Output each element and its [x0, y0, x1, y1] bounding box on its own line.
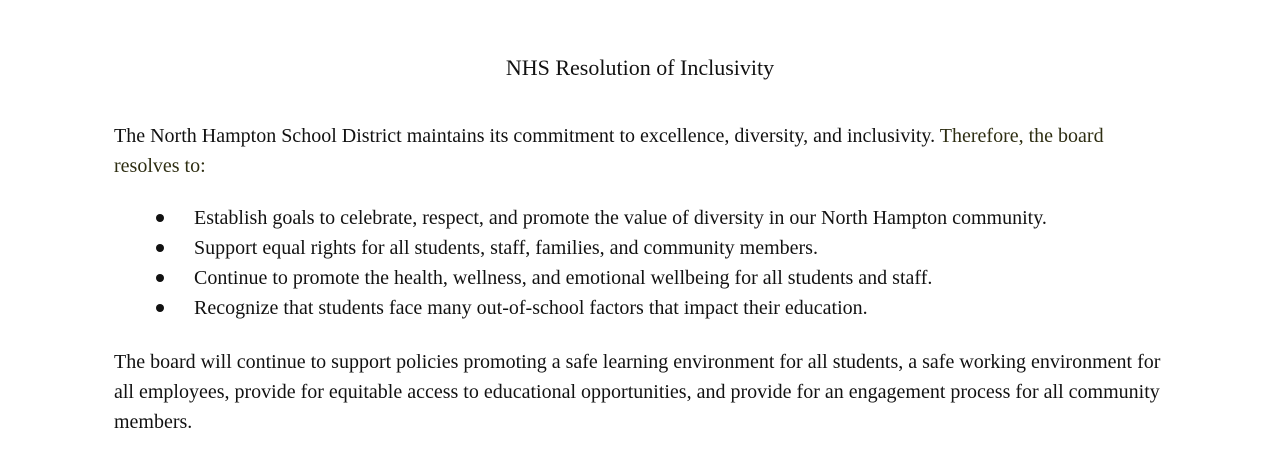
bullet-icon [156, 244, 164, 252]
resolution-text: Support equal rights for all students, staff, families, and community members. [194, 237, 818, 259]
closing-paragraph: The board will continue to support policies promoting a safe learning environment for all students, a safe working environment for all employees, provide for equitable access to educational opportunities, and provide for an engagement process for all community members. [114, 351, 1161, 433]
resolution-text: Continue to promote the health, wellness, and emotional wellbeing for all students and staff. [194, 267, 933, 289]
list-item [114, 233, 1214, 263]
list-item [114, 263, 1214, 293]
bullet-icon [156, 214, 164, 222]
bullet-icon [156, 304, 164, 312]
bullet-icon [156, 274, 164, 282]
list-item [114, 203, 1214, 233]
list-item [114, 293, 1214, 323]
document-title: NHS Resolution of Inclusivity [505, 55, 775, 80]
resolution-text: Establish goals to celebrate, respect, and promote the value of diversity in our North Hampton community. [194, 207, 1047, 229]
resolution-list [114, 203, 1214, 323]
intro-main-text: The North Hampton School District maintains its commitment to excellence, diversity, and inclusivity. [114, 125, 936, 147]
intro-paragraph [114, 121, 1174, 181]
intro-highlight-text: Therefore, the board resolves to: [114, 125, 1104, 177]
resolution-text: Recognize that students face many out-of-school factors that impact their education. [194, 297, 868, 319]
